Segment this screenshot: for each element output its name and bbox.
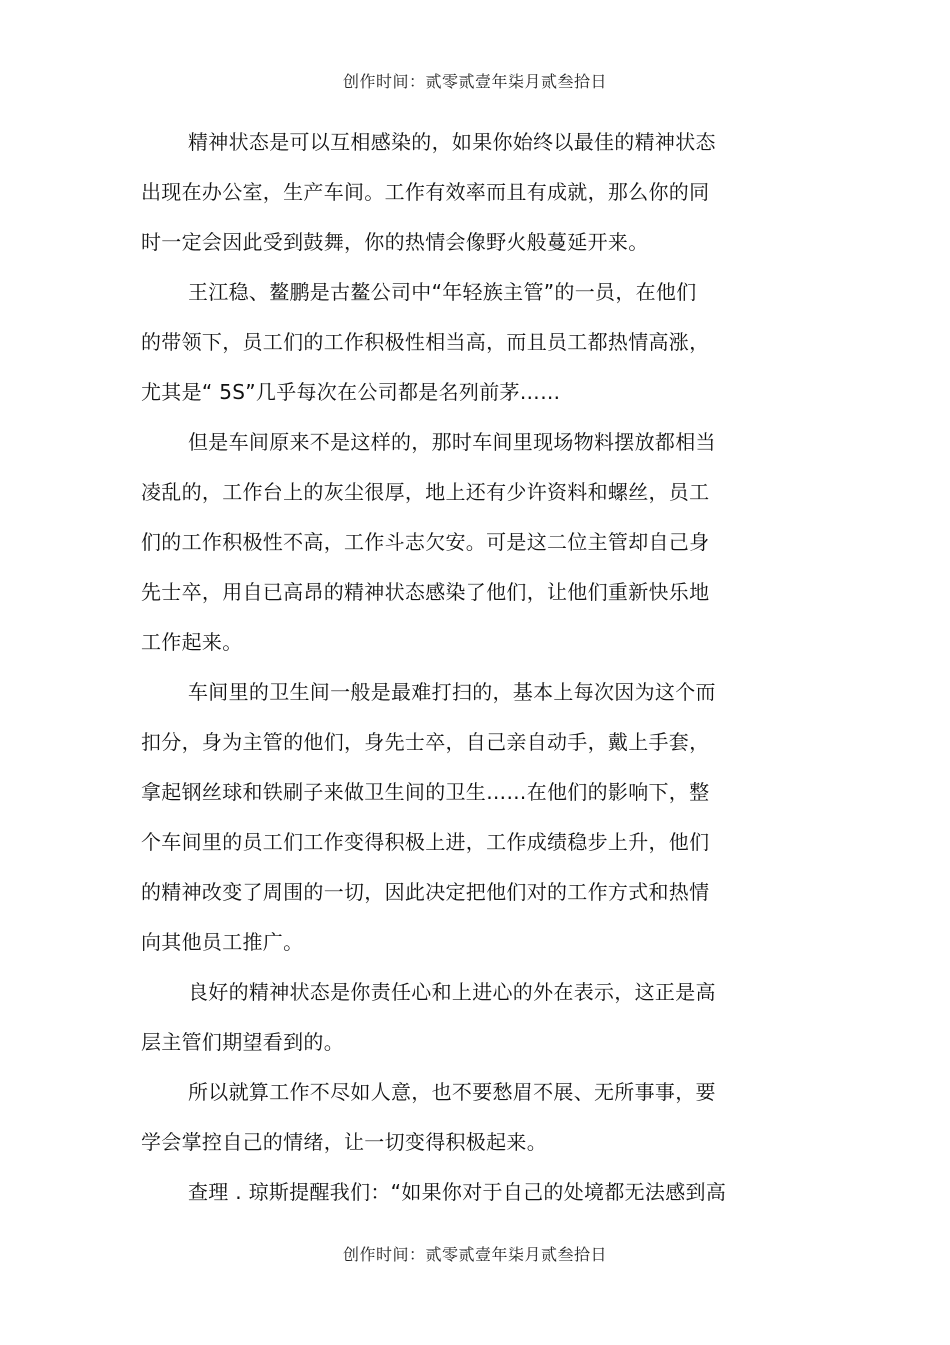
page-footer: 创作时间：贰零贰壹年柒月贰叁拾日 [342, 1245, 607, 1264]
text-line: 拿起钢丝球和铁刷子来做卫生间的卫生……在他们的影响下，整 [141, 780, 710, 804]
text-line: 良好的精神状态是你责任心和上进心的外在表示，这正是高 [188, 980, 716, 1004]
text-line: 工作起来。 [141, 630, 243, 654]
text-line: 时一定会因此受到鼓舞，你的热情会像野火般蔓延开来。 [141, 230, 649, 254]
text-line: 但是车间原来不是这样的，那时车间里现场物料摆放都相当 [188, 430, 716, 454]
text-line: 的精神改变了周围的一切，因此决定把他们对的工作方式和热情 [141, 880, 710, 904]
text-line: 精神状态是可以互相感染的，如果你始终以最佳的精神状态 [188, 130, 716, 154]
document-body [141, 124, 756, 1224]
text-line: 车间里的卫生间一般是最难打扫的，基本上每次因为这个而 [188, 680, 716, 704]
text-line: 先士卒，用自已高昂的精神状态感染了他们，让他们重新快乐地 [141, 580, 710, 604]
text-line: 的带领下，员工们的工作积极性相当高，而且员工都热情高涨， [141, 330, 710, 354]
text-line: 查理 . 琼斯提醒我们：“如果你对于自己的处境都无法感到高 [188, 1180, 727, 1204]
text-line: 层主管们期望看到的。 [141, 1030, 344, 1054]
text-line: 出现在办公室，生产车间。工作有效率而且有成就，那么你的同 [141, 180, 710, 204]
text-line: 个车间里的员工们工作变得积极上进，工作成绩稳步上升，他们 [141, 830, 710, 854]
text-line: 扣分，身为主管的他们，身先士卒，自己亲自动手，戴上手套， [141, 730, 710, 754]
text-line: 所以就算工作不尽如人意，也不要愁眉不展、无所事事，要 [188, 1080, 716, 1104]
text-line: 凌乱的，工作台上的灰尘很厚，地上还有少许资料和螺丝，员工 [141, 480, 710, 504]
text-line: 学会掌控自己的情绪，让一切变得积极起来。 [141, 1130, 547, 1154]
text-line: 向其他员工推广。 [141, 930, 304, 954]
text-line: 们的工作积极性不高，工作斗志欠安。可是这二位主管却自己身 [141, 530, 710, 554]
text-line: 王江稳、鳌鹏是古鳌公司中“年轻族主管”的一员，在他们 [188, 280, 697, 304]
page-header: 创作时间：贰零贰壹年柒月贰叁拾日 [342, 72, 607, 91]
text-line: 尤其是“ 5S”几乎每次在公司都是名列前茅…… [141, 380, 561, 404]
